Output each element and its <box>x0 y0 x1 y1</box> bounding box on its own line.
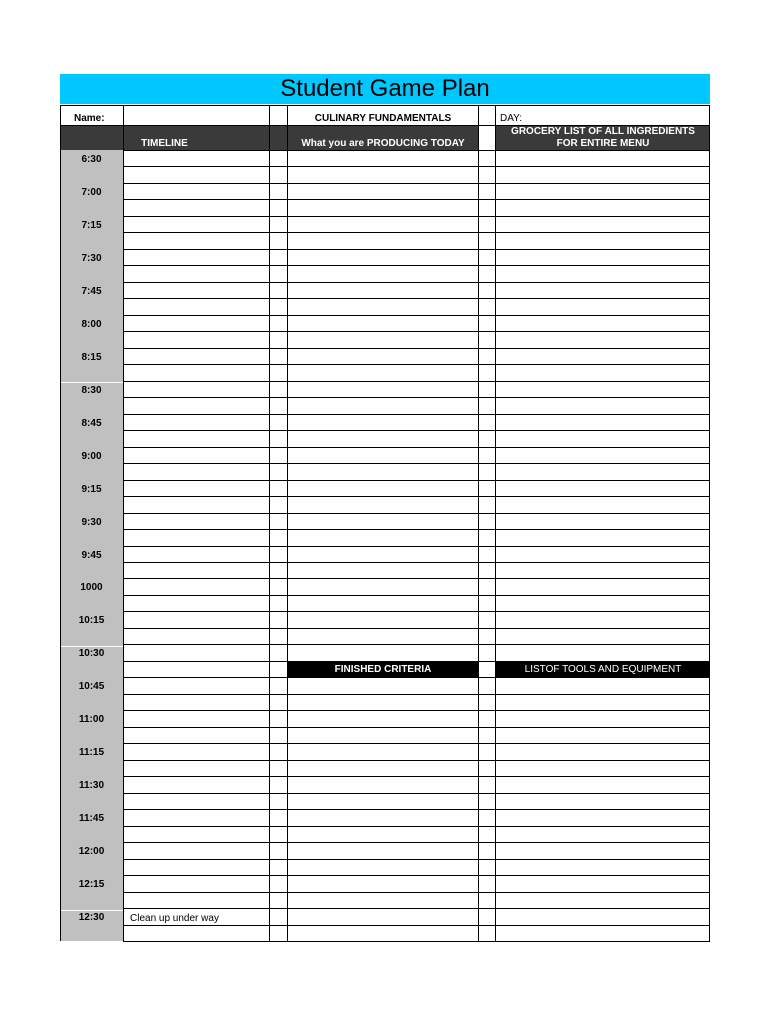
time-slot-label: 12:15 <box>78 879 105 890</box>
time-slot-label: 11:15 <box>78 747 105 758</box>
row-line <box>123 348 710 349</box>
row-line <box>123 842 710 843</box>
row-line <box>123 232 710 233</box>
time-slot-label: 9:15 <box>81 484 102 495</box>
row-line <box>123 397 710 398</box>
time-slot-label: 12:00 <box>78 846 105 857</box>
day-field[interactable] <box>530 106 708 125</box>
time-slot-label: 1000 <box>80 582 103 593</box>
row-line <box>123 611 710 612</box>
time-slot-label: 9:30 <box>81 517 102 528</box>
row-line <box>123 809 710 810</box>
time-slot-label: 8:15 <box>81 352 102 363</box>
header-top-line <box>60 105 710 106</box>
row-line <box>123 430 710 431</box>
row-line <box>123 826 710 827</box>
column-line <box>269 105 270 941</box>
name-field[interactable] <box>124 106 268 125</box>
producing-header <box>288 126 478 150</box>
time-slot-label: 7:45 <box>81 286 102 297</box>
day-label: DAY: <box>500 113 523 124</box>
row-line <box>123 859 710 860</box>
row-line <box>123 677 710 678</box>
grocery-header-line2: FOR ENTIRE MENU <box>556 138 650 149</box>
row-line <box>123 941 710 942</box>
column-line <box>709 105 710 941</box>
row-line <box>123 381 710 382</box>
time-slot-label: 12:30 <box>78 912 105 923</box>
time-slot-label: 11:00 <box>78 714 105 725</box>
row-line <box>123 331 710 332</box>
header-bottom-line <box>60 125 710 126</box>
time-slot-label: 7:00 <box>81 187 102 198</box>
time-slot-label: 11:30 <box>78 780 105 791</box>
time-slot-label: 10:15 <box>78 615 105 626</box>
row-line <box>123 694 710 695</box>
row-line <box>123 925 710 926</box>
row-line <box>123 447 710 448</box>
row-line <box>123 578 710 579</box>
row-line <box>123 480 710 481</box>
row-line <box>123 513 710 514</box>
row-line <box>123 743 710 744</box>
tools-label: LISTOF TOOLS AND EQUIPMENT <box>524 664 682 675</box>
row-line <box>123 661 710 662</box>
time-slot-label: 8:00 <box>81 319 102 330</box>
row-line <box>123 199 710 200</box>
row-line <box>123 315 710 316</box>
finished-criteria-label: FINISHED CRITERIA <box>334 664 432 675</box>
time-slot-label: 10:30 <box>78 648 105 659</box>
row-line <box>123 216 710 217</box>
grocery-header <box>496 126 710 150</box>
time-slot-label: 9:45 <box>81 550 102 561</box>
time-slot-label: 6:30 <box>81 154 102 165</box>
row-line <box>123 546 710 547</box>
tools-header <box>496 662 710 677</box>
row-line <box>123 364 710 365</box>
timeline-header <box>60 126 269 150</box>
spacer-header <box>270 126 287 150</box>
row-line <box>123 463 710 464</box>
row-line <box>123 892 710 893</box>
column-line <box>123 105 124 941</box>
row-line <box>123 776 710 777</box>
row-line <box>123 496 710 497</box>
sheet-title: Student Game Plan <box>60 74 710 104</box>
name-label: Name: <box>74 113 105 124</box>
row-line <box>123 166 710 167</box>
time-gap <box>60 910 123 911</box>
producing-header-label: What you are PRODUCING TODAY <box>301 138 465 149</box>
row-line <box>123 282 710 283</box>
time-slot-label: 8:30 <box>81 385 102 396</box>
row-line <box>123 644 710 645</box>
row-line <box>123 595 710 596</box>
row-line <box>123 793 710 794</box>
row-line <box>123 628 710 629</box>
time-slot-label: 7:15 <box>81 220 102 231</box>
row-line <box>123 414 710 415</box>
row-line <box>123 249 710 250</box>
row-line <box>123 908 710 909</box>
time-slot-label: 8:45 <box>81 418 102 429</box>
row-line <box>123 710 710 711</box>
column-line <box>287 105 288 941</box>
row-line <box>123 562 710 563</box>
row-line <box>123 150 710 151</box>
column-line <box>478 105 479 941</box>
time-slot-label: 9:00 <box>81 451 102 462</box>
time-slot-label: 10:45 <box>78 681 105 692</box>
time-slot-label: 7:30 <box>81 253 102 264</box>
time-gap <box>60 382 123 383</box>
row-line <box>123 875 710 876</box>
column-line <box>495 105 496 941</box>
row-line <box>123 760 710 761</box>
course-title: CULINARY FUNDAMENTALS <box>314 113 452 124</box>
time-gap <box>60 646 123 647</box>
timeline-header-label: TIMELINE <box>141 138 188 149</box>
grocery-header-line1: GROCERY LIST OF ALL INGREDIENTS <box>511 126 695 137</box>
row-line <box>123 265 710 266</box>
time-slot-label: 11:45 <box>78 813 105 824</box>
row-line <box>123 727 710 728</box>
row-line <box>123 529 710 530</box>
row-line <box>123 298 710 299</box>
row-line <box>123 183 710 184</box>
cleanup-note: Clean up under way <box>130 913 219 924</box>
finished-criteria-header <box>288 662 478 677</box>
